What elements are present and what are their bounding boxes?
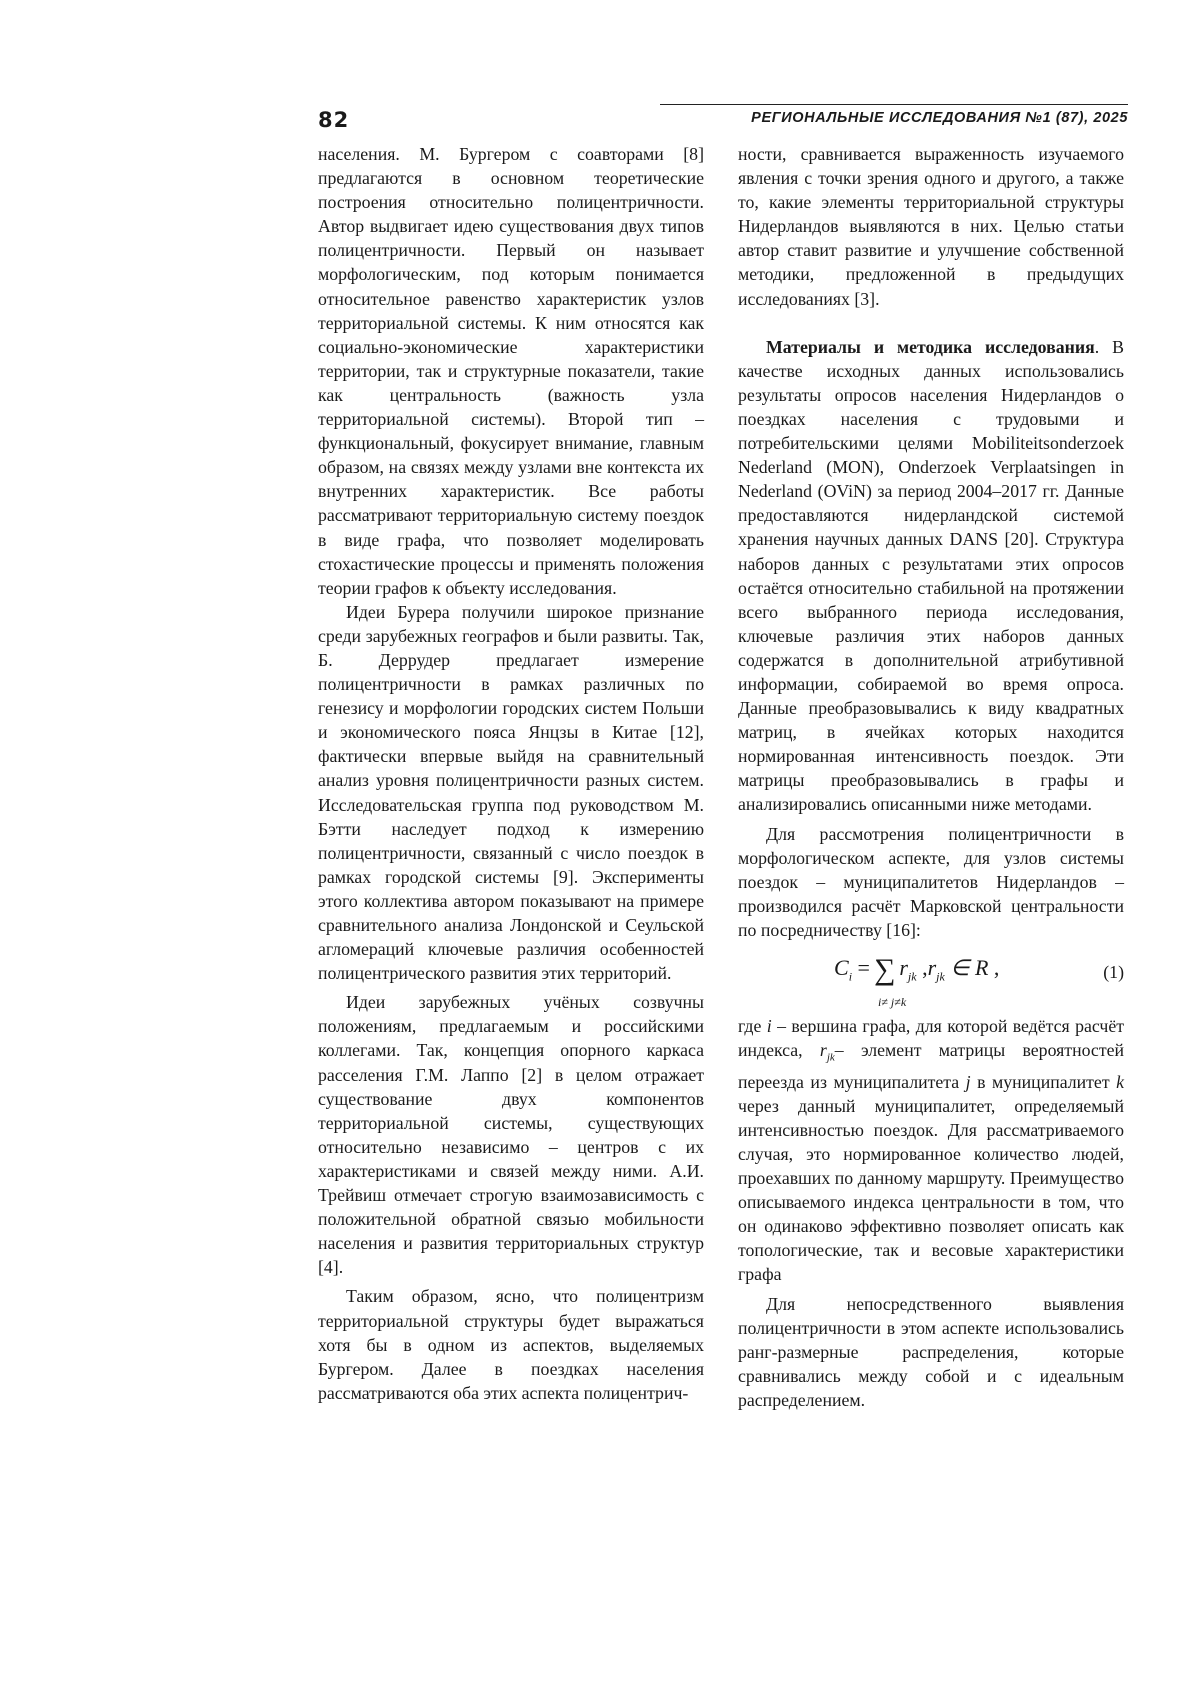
paragraph: Таким образом, ясно, что полицентризм территориальной структуры будет выражаться хотя бы в одном из аспектов, выделяемых Бургером. Далее в поездках населения рассматриваются оба этих аспекта полицентрич- (318, 1286, 704, 1403)
sum-symbol: ∑ (873, 953, 896, 986)
equation (738, 948, 1124, 1010)
left-column (318, 142, 704, 1405)
equation-expression: $C_i$ = ∑ $r_{jk}$ $,r_{jk}$ ∈ R , (834, 953, 1000, 986)
paragraph: Для непосредственного выявления полицентричности в этом аспекте использовались ранг-размерные распределения, которые сравнивались между собой и с идеальным распределением. (738, 1293, 1124, 1410)
paragraph: где i – вершина графа, для которой ведётся расчёт индекса, $r_{jk}-$ элемент матрицы вероятностей переезда из муниципалитета j в муниципалитет k через данный муниципалитет, определяемый интенсивностью поездок. Для рассматриваемого случая, это нормированное количество людей, проехавших по данному маршруту. Преимущество описываемого индекса центральности в том, что он одинаково эффективно позволяет описать как топологические, так и весовые характеристики графа (738, 1016, 1124, 1285)
page-header (318, 108, 1128, 136)
section-title: Материалы и методика исследования (766, 336, 1095, 357)
paragraph: населения. М. Бургером с соавторами [8] предлагаются в основном теоретические построения относительно полицентричности. Автор выдвигает идею существования двух типов полицентричности. Первый он называет морфологическим, под которым понимается относительное равенство характеристик узлов территориальной системы. К ним относятся как социально-экономические характеристики территории, так и структурные показатели, такие как центральность (важность узла территориальной системы). Второй тип – функциональный, фокусирует внимание, главным образом, на связях между узлами вне контекста их внутренних характеристик. Все работы рассматривают территориальную систему поездок в виде графа, что позволяет моделировать стохастические процессы и применять положения теории графов к объекту исследования. (318, 144, 704, 598)
header-rule (660, 104, 1128, 105)
journal-title: РЕГИОНАЛЬНЫЕ ИССЛЕДОВАНИЯ №1 (87), 2025 (751, 110, 1128, 126)
sum-limits: i≠ j≠k (878, 995, 907, 1009)
paragraph: Для рассмотрения полицентричности в морфологическом аспекте, для узлов системы поездок – муниципалитетов Нидерландов – производился расчёт Марковской центральности по посредничеству [16]: (738, 823, 1124, 940)
paragraph: ности, сравнивается выраженность изучаемого явления с точки зрения одного и другого, а также то, какие элементы территориальной структуры Нидерландов выявляются в них. Целью статьи автор ставит развитие и улучшение собственной методики, предложенной в предыдущих исследованиях [3]. (738, 144, 1124, 309)
right-column (738, 142, 1124, 1412)
section-paragraph: Материалы и методика исследования. В качестве исходных данных использовались результаты опросов населения Нидерландов о поездках населения с трудовыми и потребительскими целями Mobiliteitsonderzoek Nederland (MON), Onderzoek Verplaatsingen in Nederland (OViN) за период 2004–2017 гг. Данные предоставляются нидерландской системой хранения научных данных DANS [20]. Структура наборов данных с результатами этих опросов остаётся относительно стабильной на протяжении всего выбранного периода исследования, ключевые различия этих наборов данных содержатся в дополнительной атрибутивной информации, собираемой во время опроса. Данные преобразовывались к виду квадратных матриц, в ячейках которых находится нормированная интенсивность поездок. Эти матрицы преобразовывались в графы и анализировались описанными ниже методами. (738, 336, 1124, 815)
paragraph-text: В качестве исходных данных использовались результаты опросов населения Нидерландов о поездках населения с трудовыми и потребительскими целями Mobiliteitsonderzoek Nederland (MON), Onderzoek Verplaatsingen in Nederland (OViN) за период 2004–2017 гг. Данные предоставляются нидерландской системой хранения научных данных DANS [20]. Структура наборов данных с результатами этих опросов остаётся относительно стабильной на протяжении всего выбранного периода исследования, ключевые различия этих наборов данных содержатся в дополнительной атрибутивной информации, собираемой во время опроса. Данные преобразовывались к виду квадратных матриц, в ячейках которых находится нормированная интенсивность поездок. Эти матрицы преобразовывались в графы и анализировались описанными ниже методами. (738, 336, 1124, 815)
equation-number: (1) (1103, 962, 1124, 982)
paragraph: Идеи зарубежных учёных созвучны положениям, предлагаемым и российскими коллегами. Так, концепция опорного каркаса расселения Г.М. Лаппо [2] в целом отражает существование двух компонентов территориальной системы, существующих относительно независимо – центров с их характеристиками и связей между ними. А.И. Трейвиш отмечает строгую взаимозависимость с положительной обратной связью мобильности населения и развития территориальных структур [4]. (318, 992, 704, 1278)
page-number: 82 (318, 108, 350, 132)
paragraph: Идеи Бурера получили широкое признание среди зарубежных географов и были развиты. Так, Б. Деррудер предлагает измерение полицентричности в рамках различных по генезису и морфологии городских систем Польши и экономического пояса Янцзы в Китае [12], фактически впервые выйдя на сравнительный анализ уровня полицентричности разных систем. Исследовательская группа под руководством М. Бэтти наследует подход к измерению полицентричности, связанный с число поездок в рамках городской системы [9]. Эксперименты этого коллектива автором показывают на примере сравнительного анализа Лондонской и Сеульской агломераций ключевые различия особенностей полицентрического развития этих территорий. (318, 601, 704, 984)
